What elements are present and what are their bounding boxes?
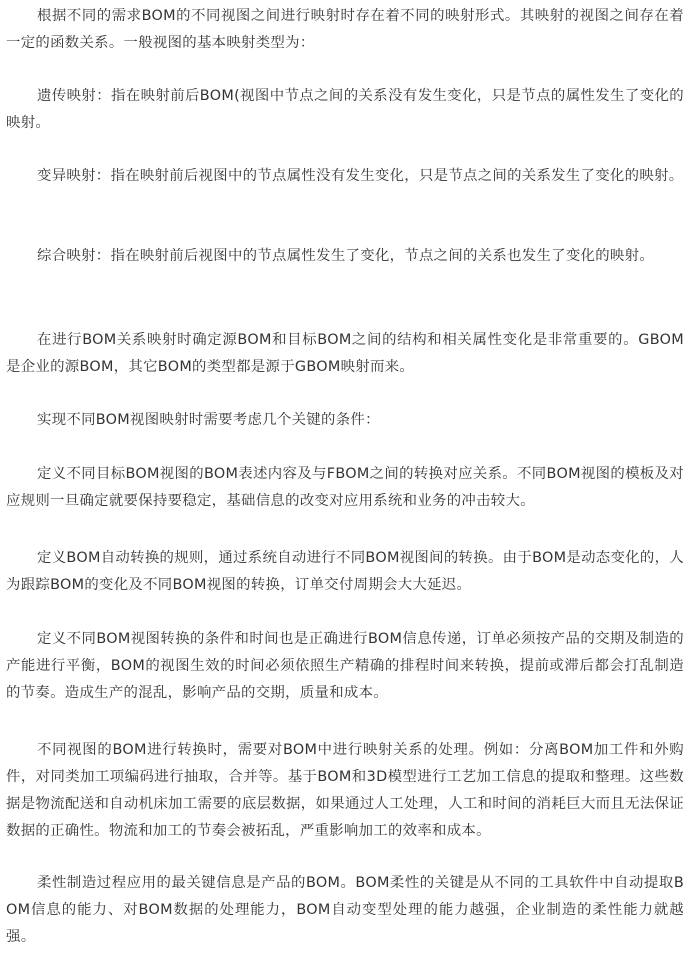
paragraph-variant-mapping: 变异映射：指在映射前后视图中的节点属性没有发生变化，只是节点之间的关系发生了变化的映射。 (37, 168, 684, 184)
paragraph-composite-mapping: 综合映射：指在映射前后视图中的节点属性发生了变化，节点之间的关系也发生了变化的映射。 (37, 248, 655, 264)
paragraph-inherit-mapping: 遗传映射：指在映射前后BOM(视图中节点之间的关系没有发生变化，只是节点的属性发生了变化的映射。 (6, 88, 684, 131)
paragraph-mapping-processing: 不同视图的BOM进行转换时，需要对BOM中进行映射关系的处理。例如：分离BOM加工件和外购件，对同类加工项编码进行抽取，合并等。基于BOM和3D模型进行工艺加工信息的提取和整理。这些数据是物流配送和自动机床加工需要的底层数据，如果通过人工处理，人工和时间的消耗巨大而且无法保证数据的正确性。物流和加工的节奏会被拓乱，严重影响加工的效率和成本。 (6, 742, 684, 839)
paragraph-auto-conversion-rules: 定义BOM自动转换的规则，通过系统自动进行不同BOM视图间的转换。由于BOM是动态变化的，人为跟踪BOM的变化及不同BOM视图的转换，订单交付周期会大大延迟。 (6, 550, 684, 593)
paragraph-mapping-intro: 根据不同的需求BOM的不同视图之间进行映射时存在着不同的映射形式。其映射的视图之间存在着一定的函数关系。一般视图的基本映射类型为： (6, 8, 684, 51)
paragraph-conversion-timing: 定义不同BOM视图转换的条件和时间也是正确进行BOM信息传递，订单必须按产品的交期及制造的产能进行平衡，BOM的视图生效的时间必须依照生产精确的排程时间来转换，提前或滞后都会打乱制造的节奏。造成生产的混乱，影响产品的交期，质量和成本。 (6, 631, 684, 701)
paragraph-source-target-bom: 在进行BOM关系映射时确定源BOM和目标BOM之间的结构和相关属性变化是非常重要的。GBOM是企业的源BOM，其它BOM的类型都是源于GBOM映射而来。 (6, 332, 684, 375)
paragraph-define-target-views: 定义不同目标BOM视图的BOM表述内容及与FBOM之间的转换对应关系。不同BOM视图的模板及对应规则一旦确定就要保持要稳定，基础信息的改变对应用系统和业务的冲击较大。 (6, 466, 684, 509)
paragraph-key-conditions: 实现不同BOM视图映射时需要考虑几个关键的条件： (37, 412, 380, 428)
paragraph-flexible-manufacturing: 柔性制造过程应用的最关键信息是产品的BOM。BOM柔性的关键是从不同的工具软件中自动提取BOM信息的能力、对BOM数据的处理能力，BOM自动变型处理的能力越强，企业制造的柔性能力就越强。 (6, 875, 684, 945)
